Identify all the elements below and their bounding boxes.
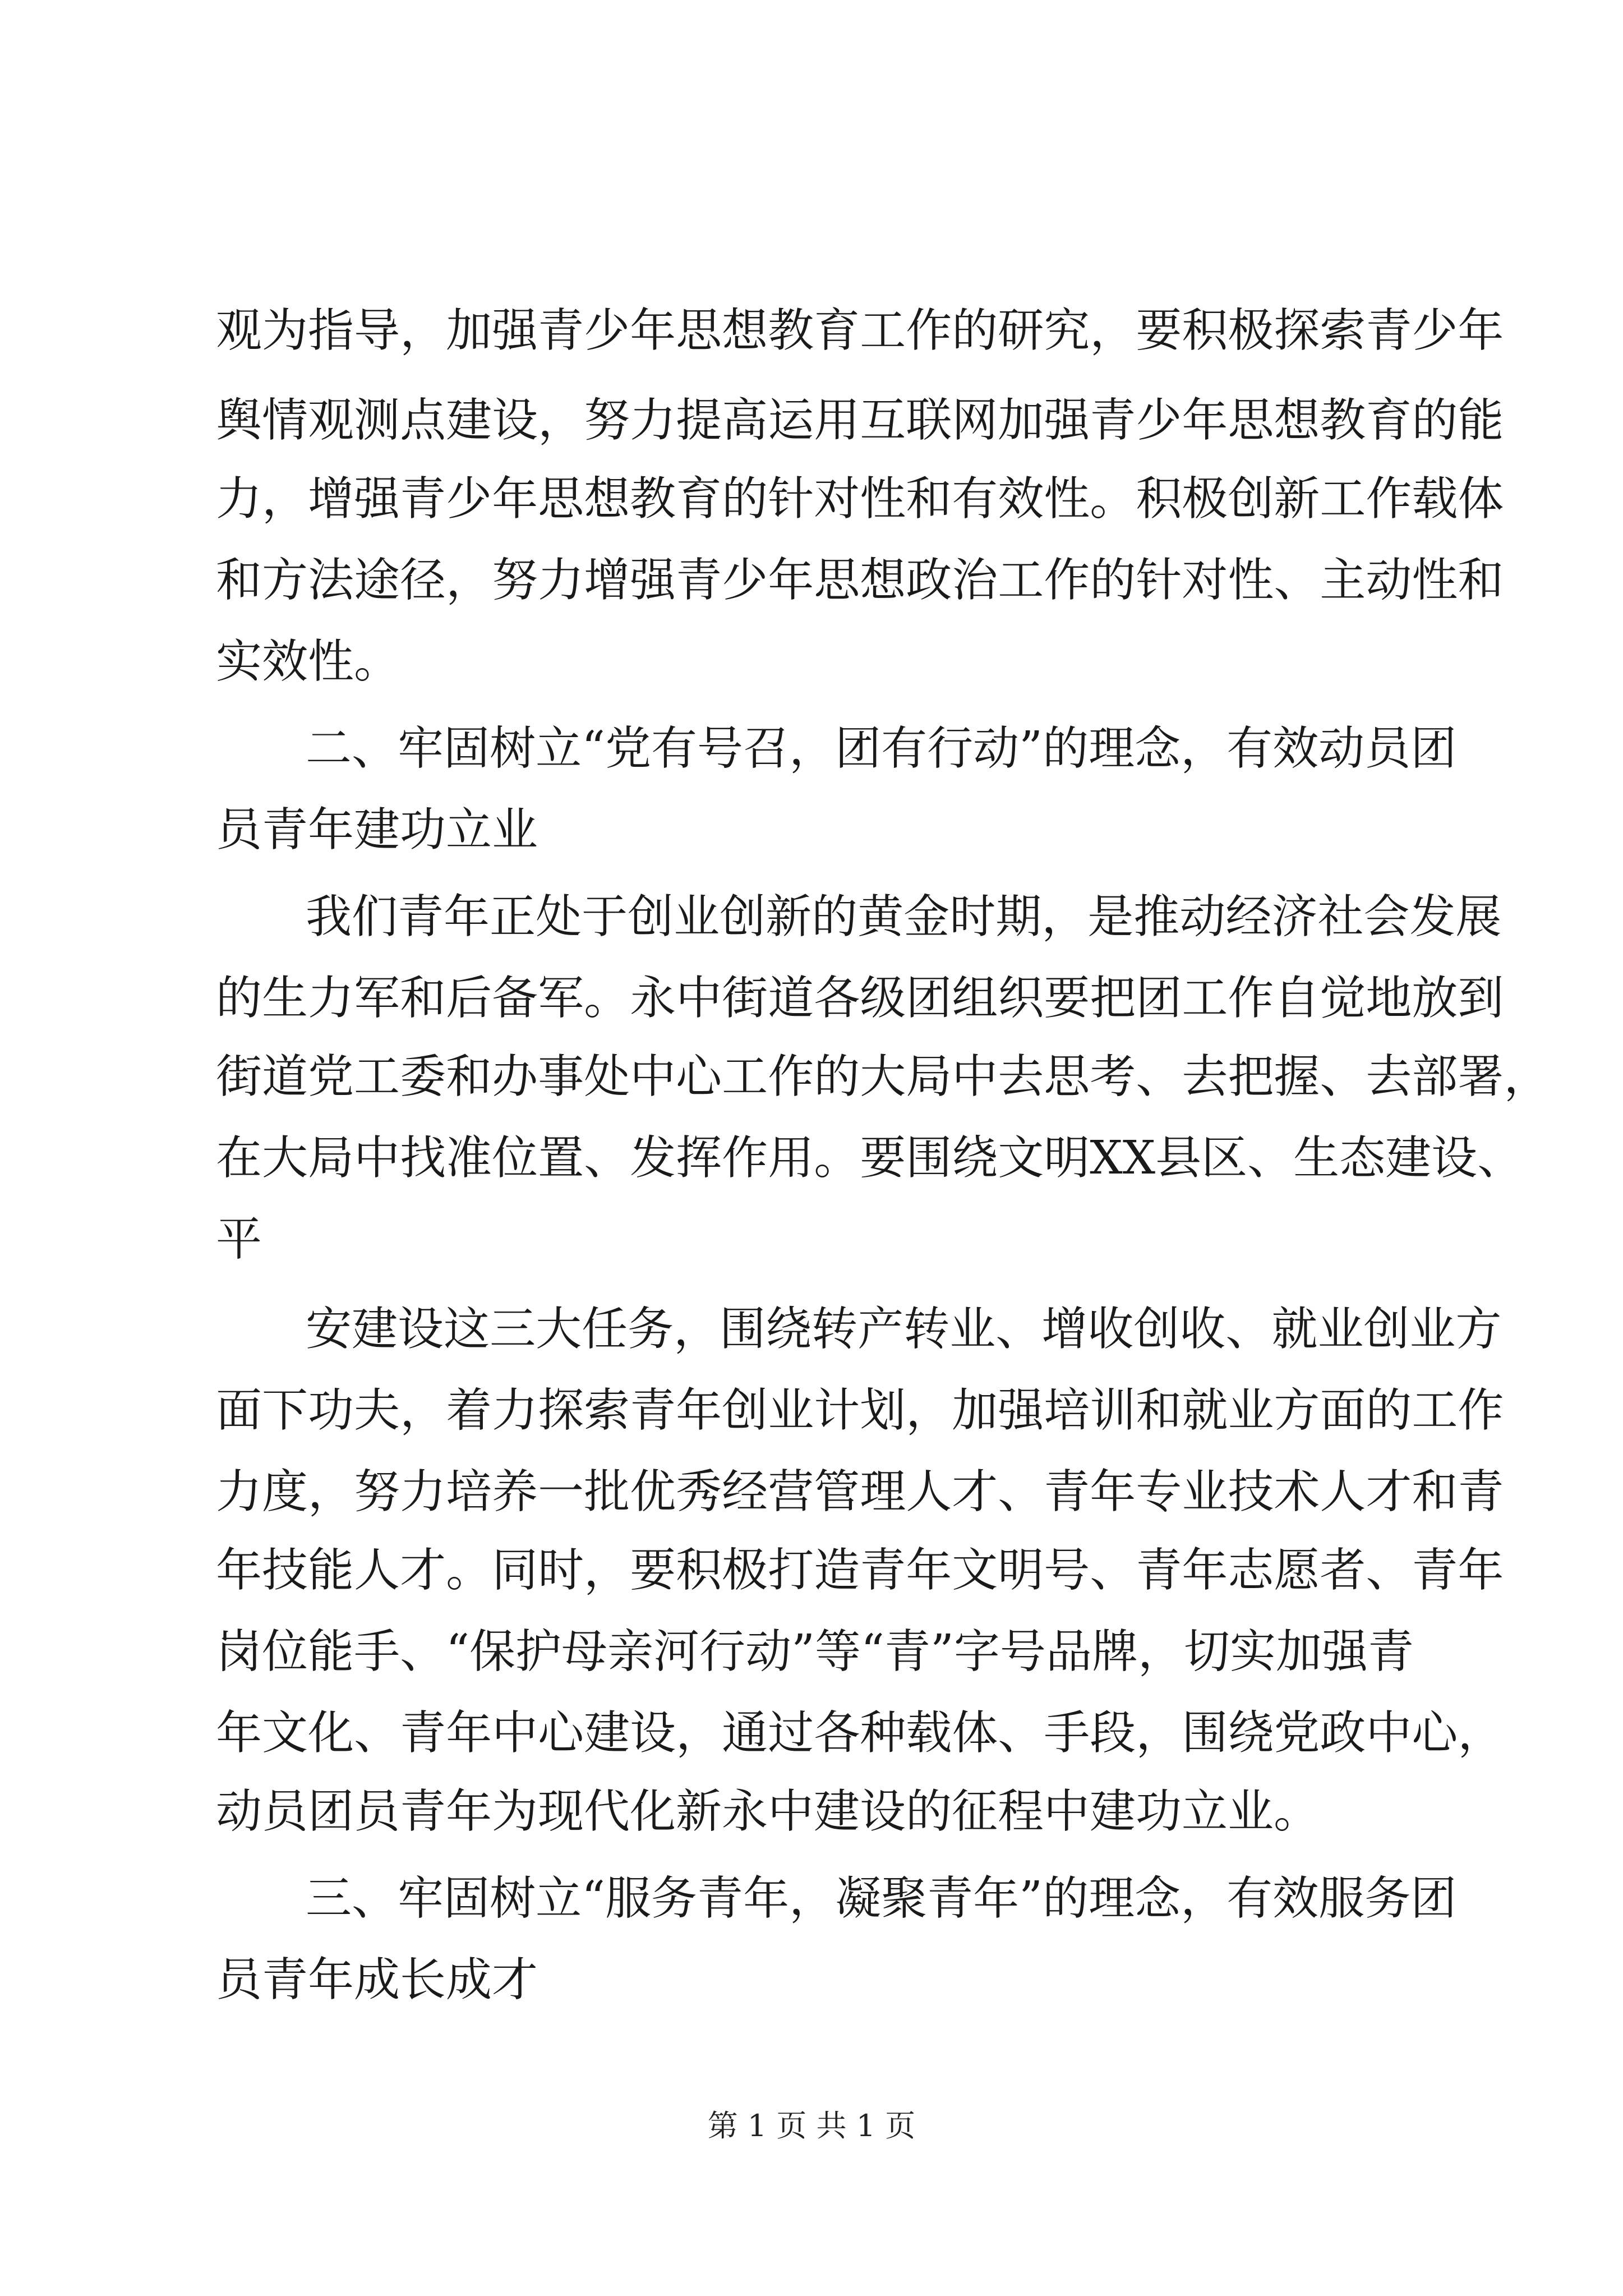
- section-heading-text: 二 、 牢 固 树 立 “ 党 有 号 召 ， 团 有 行 动 ” 的 理 念 ， 有 效 动 员 团: [306, 722, 1457, 775]
- line-text: 的 生 力 军 和 后 备 军 。 永 中 街 道 各 级 团 组 织 要 把 团 工 作 自 觉 地 放 到: [216, 972, 1504, 1025]
- section-heading-line: [0, 791, 1623, 869]
- section-heading-text: 员青年成长成才: [216, 1953, 538, 2007]
- body-line: [0, 541, 1623, 620]
- body-line: [0, 1531, 1623, 1610]
- line-text: 平: [216, 1213, 262, 1266]
- page-footer: 第 1 页 共 1 页: [707, 2108, 916, 2143]
- line-text: 力 度 ， 努 力 培 养 一 批 优 秀 经 营 管 理 人 才 、 青 年 专 业 技 术 人 才 和 青: [216, 1465, 1504, 1519]
- body-line: [0, 381, 1623, 460]
- line-text: 和 方 法 途 径 ， 努 力 增 强 青 少 年 思 想 政 治 工 作 的 针 对 性 、 主 动 性 和: [216, 554, 1504, 607]
- body-line: [0, 1200, 1623, 1279]
- line-text: 岗 位 能 手 、 “ 保 护 母 亲 河 行 动 ” 等 “ 青 ” 字 号 品 牌 ， 切 实 加 强 青: [216, 1625, 1414, 1678]
- body-line: [0, 623, 1623, 701]
- line-text: 年 技 能 人 才 。 同 时 ， 要 积 极 打 造 青 年 文 明 号 、 青 年 志 愿 者 、 青 年: [216, 1544, 1504, 1597]
- body-line: [0, 1694, 1623, 1773]
- body-line: [0, 1613, 1623, 1691]
- body-line: [0, 1453, 1623, 1531]
- line-text: 我 们 青 年 正 处 于 创 业 创 新 的 黄 金 时 期 ， 是 推 动 经 济 社 会 发 展: [306, 890, 1502, 944]
- body-line: [0, 1290, 1623, 1369]
- line-text: 在 大 局 中 找 准 位 置 、 发 挥 作 用 。 要 围 绕 文 明 X X 县 区 、 生 态 建 设 、: [216, 1131, 1524, 1185]
- section-heading-text: 三 、 牢 固 树 立 “ 服 务 青 年 ， 凝 聚 青 年 ” 的 理 念 ， 有 效 服 务 团: [306, 1872, 1457, 1925]
- section-heading-line: [0, 1941, 1623, 2019]
- body-line: [0, 959, 1623, 1038]
- section-heading-text: 员青年建功立业: [216, 803, 538, 857]
- line-text: 街 道 党 工 委 和 办 事 处 中 心 工 作 的 大 局 中 去 思 考 、 去 把 握 、 去 部 署 ，: [216, 1050, 1550, 1103]
- line-text: 动员团员青年为现代化新永中建设的征程中建功立业。: [216, 1785, 1320, 1838]
- section-heading-line: [0, 1860, 1623, 1938]
- body-line: [0, 1119, 1623, 1198]
- line-text: 观 为 指 导 ， 加 强 青 少 年 思 想 教 育 工 作 的 研 究 ， 要 积 极 探 索 青 少 年: [216, 304, 1504, 357]
- body-line: [0, 1038, 1623, 1116]
- line-text: 力 ， 增 强 青 少 年 思 想 教 育 的 针 对 性 和 有 效 性 。 积 极 创 新 工 作 载 体: [216, 472, 1504, 526]
- line-text: 舆 情 观 测 点 建 设 ， 努 力 提 高 运 用 互 联 网 加 强 青 少 年 思 想 教 育 的 能: [216, 394, 1504, 447]
- body-line: [0, 292, 1623, 370]
- line-text: 年 文 化 、 青 年 中 心 建 设 ， 通 过 各 种 载 体 、 手 段 ， 围 绕 党 政 中 心 ，: [216, 1706, 1504, 1760]
- line-text: 实效性。: [216, 635, 400, 688]
- body-line: [0, 878, 1623, 956]
- body-line: [0, 1372, 1623, 1450]
- section-heading-line: [0, 710, 1623, 788]
- body-line: [0, 460, 1623, 539]
- line-text: 安 建 设 这 三 大 任 务 ， 围 绕 转 产 转 业 、 增 收 创 收 、 就 业 创 业 方: [306, 1303, 1502, 1356]
- line-text: 面 下 功 夫 ， 着 力 探 索 青 年 创 业 计 划 ， 加 强 培 训 和 就 业 方 面 的 工 作: [216, 1384, 1504, 1437]
- body-line: [0, 1773, 1623, 1851]
